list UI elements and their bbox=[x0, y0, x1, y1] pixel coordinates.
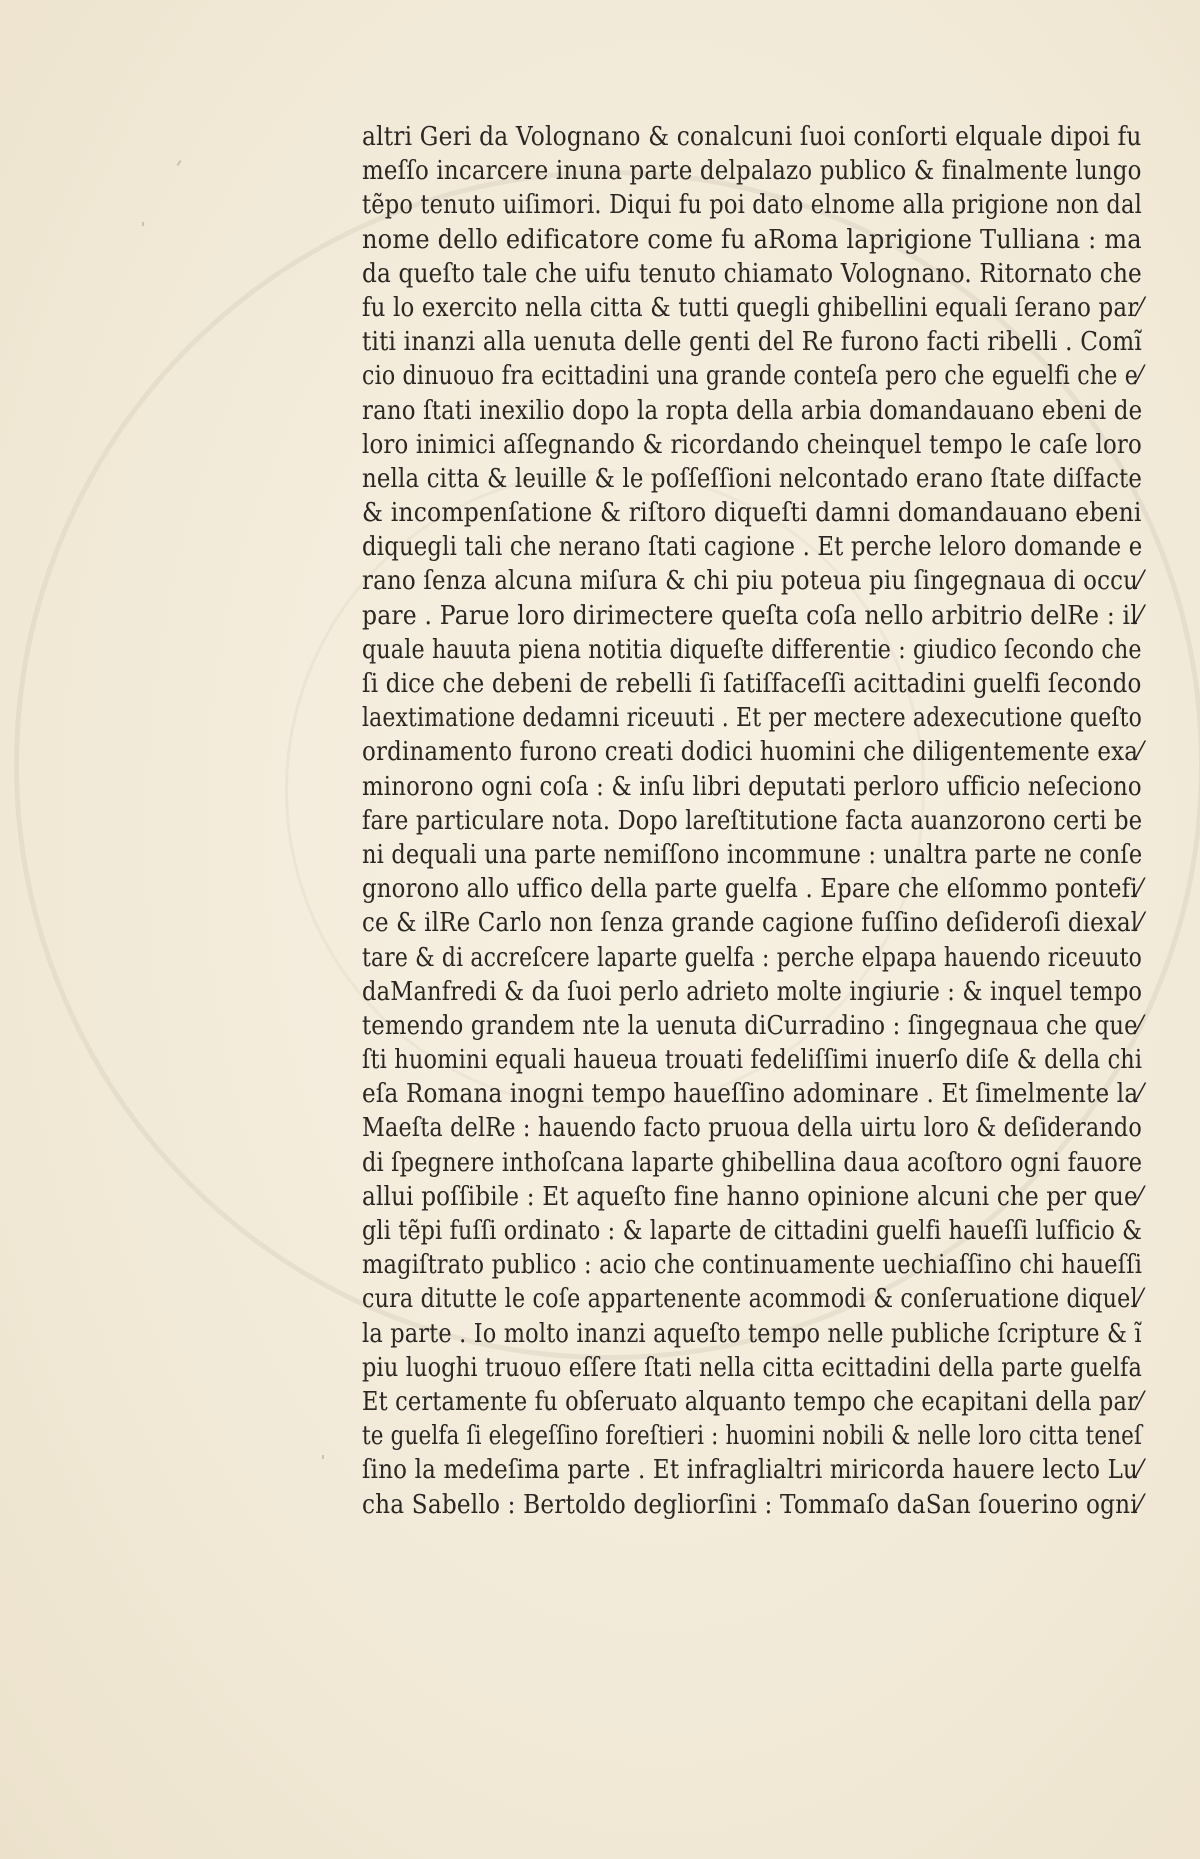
text-line: ſti huomini equali haueua trouati fedeliſſimi inuerſo diſe & della chi bbox=[362, 1045, 1143, 1076]
text-line: & incompenſatione & riſtoro diqueſti damni domandauano ebeni bbox=[362, 498, 1142, 529]
text-line: eſa Romana inogni tempo haueſſino adominare . Et ſimelmente la⁄ bbox=[362, 1079, 1143, 1110]
text-line: di ſpegnere inthoſcana laparte ghibellina daua acoſtoro ogni fauore bbox=[362, 1147, 1143, 1178]
body-text bbox=[362, 120, 1142, 1522]
text-line: fare particulare nota. Dopo lareſtitutione facta auanzorono certi be bbox=[362, 805, 1143, 836]
text-line: rano ſenza alcuna miſura & chi piu poteua piu ſingegnaua di occu⁄ bbox=[362, 566, 1143, 597]
text-line: nella citta & leuille & le poſſeſſioni nelcontado erano ſtate diſfacte bbox=[362, 463, 1143, 494]
text-line: ni dequali una parte nemiſſono incommune : unaltra parte ne conſe bbox=[362, 839, 1143, 870]
text-line: diquegli tali che nerano ſtati cagione . Et perche leloro domande e bbox=[362, 532, 1143, 563]
text-line: rano ſtati inexilio dopo la ropta della arbia domandauano ebeni de bbox=[362, 395, 1143, 426]
text-line: meſſo incarcere inuna parte delpalazo publico & finalmente lungo bbox=[362, 156, 1142, 187]
text-line: daManfredi & da ſuoi perlo adrieto molte ingiurie : & inquel tempo bbox=[362, 976, 1143, 1007]
text-line: ſino la medeſima parte . Et infraglialtri miricorda hauere lecto Lu⁄ bbox=[362, 1455, 1143, 1486]
text-line: cio dinuouo fra ecittadini una grande conteſa pero che eguelfi che e⁄ bbox=[362, 361, 1142, 392]
text-line: loro inimici aſſegnando & ricordando cheinquel tempo le caſe loro bbox=[362, 429, 1142, 460]
text-line: tare & di accreſcere laparte guelfa : perche elpapa hauendo riceuuto bbox=[362, 942, 1142, 973]
text-line: magiſtrato publico : acio che continuamente uechiaſſino chi haueſſi bbox=[362, 1250, 1143, 1281]
text-line: nome dello edificatore come fu aRoma laprigione Tulliana : ma bbox=[362, 224, 1142, 255]
text-line: ordinamento furono creati dodici huomini che diligentemente exa⁄ bbox=[362, 737, 1143, 768]
text-line: gli tẽpi fuſſi ordinato : & laparte de cittadini guelfi haueſſi luſficio & bbox=[362, 1216, 1143, 1246]
paper-speck bbox=[142, 222, 144, 226]
text-line: piu luoghi truouo eſſere ſtati nella citta ecittadini della parte guelfa bbox=[362, 1352, 1143, 1383]
text-line: gnorono allo uffico della parte guelfa . Epare che elſommo pontefi⁄ bbox=[362, 874, 1142, 905]
text-line: tẽpo tenuto uiſimori. Diqui fu poi dato elnome alla prigione non dal bbox=[362, 190, 1143, 221]
text-line: altri Geri da Volognano & conalcuni ſuoi conſorti elquale dipoi fu bbox=[362, 122, 1142, 152]
text-line: Et certamente fu obſeruato alquanto tempo che ecapitani della par⁄ bbox=[362, 1386, 1142, 1417]
text-line: ce & ilRe Carlo non ſenza grande cagione fuſſino deſideroſi diexal⁄ bbox=[362, 908, 1143, 939]
text-line: la parte . Io molto inanzi aqueſto tempo nelle publiche ſcripture & ĩ bbox=[362, 1318, 1142, 1349]
text-line: laextimatione dedamni riceuuti . Et per mectere adexecutione queſto bbox=[362, 703, 1142, 734]
text-line: fu lo exercito nella citta & tutti quegli ghibellini equali ſerano par⁄ bbox=[362, 292, 1143, 323]
text-line: temendo grandem nte la uenuta diCurradino : ſingegnaua che que⁄ bbox=[362, 1010, 1142, 1041]
paper-speck bbox=[176, 160, 181, 166]
text-line: allui poſſibile : Et aqueſto fine hanno opinione alcuni che per que⁄ bbox=[362, 1181, 1142, 1212]
text-line: minorono ogni coſa : & inſu libri deputati perloro ufficio neſeciono bbox=[362, 771, 1142, 802]
text-line: te guelfa ſi elegeſſino foreſtieri : huomini nobili & nelle loro citta teneſ bbox=[362, 1421, 1143, 1452]
text-line: ſi dice che debeni de rebelli ſi ſatiſfaceſſi acittadini guelfi ſecondo bbox=[362, 669, 1142, 699]
text-line: Maeſta delRe : hauendo facto pruoua della uirtu loro & deſiderando bbox=[362, 1113, 1142, 1144]
text-line: quale hauuta piena notitia diqueſte differentie : giudico ſecondo che bbox=[362, 634, 1142, 665]
text-line: pare . Parue loro dirimectere queſta coſa nello arbitrio delRe : il⁄ bbox=[362, 600, 1143, 631]
text-line: da queſto tale che uifu tenuto chiamato Volognano. Ritornato che bbox=[362, 258, 1142, 289]
text-line: titi inanzi alla uenuta delle genti del Re furono facti ribelli . Comĩ bbox=[362, 327, 1142, 358]
text-line: cura ditutte le coſe appartenente acommodi & conſeruatione diquel⁄ bbox=[362, 1284, 1142, 1315]
paper-speck bbox=[322, 1455, 324, 1459]
text-line: cha Sabello : Bertoldo degliorſini : Tommaſo daSan ſouerino ogni⁄ bbox=[362, 1489, 1142, 1520]
